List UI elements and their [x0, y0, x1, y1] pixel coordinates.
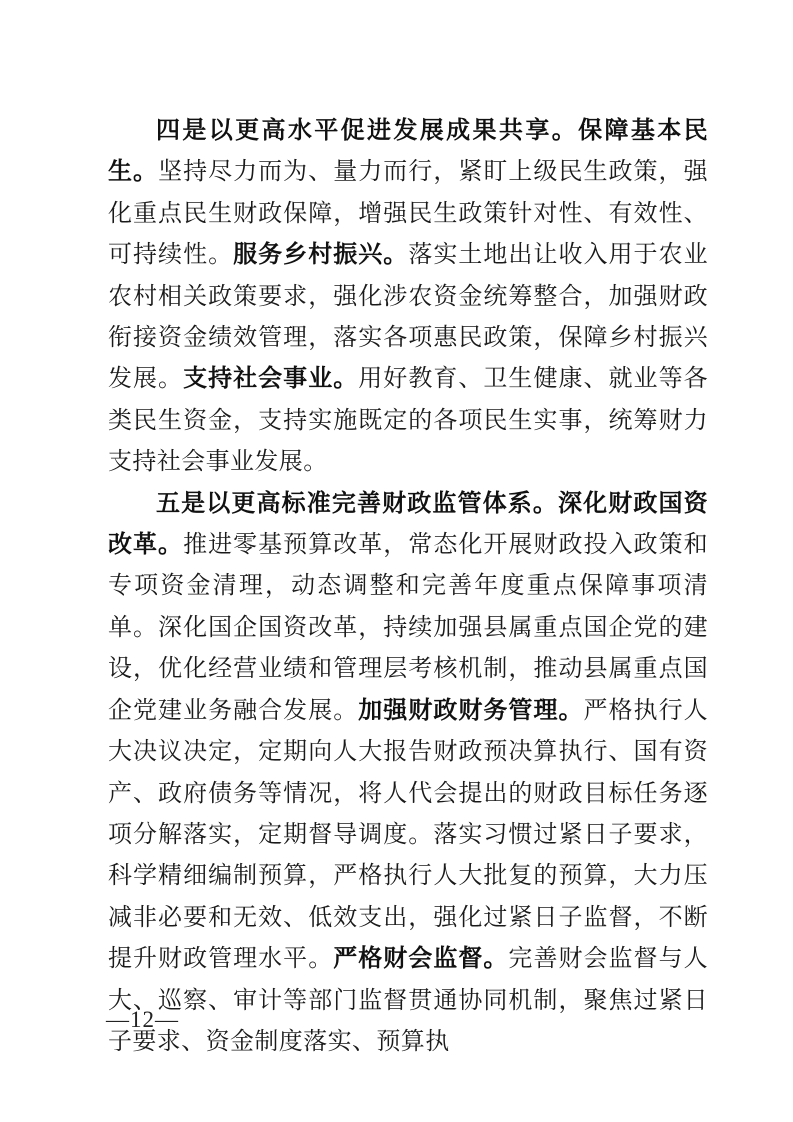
para4-lead-bold: 四是以更高水平促进发展成果共享。保障基本民生。 — [108, 118, 708, 186]
body-text — [108, 111, 708, 1063]
page-number: —12— — [106, 1007, 179, 1032]
para4-body-2: 落实土地出让收入用于农业农村相关政策要求，强化涉农资金统筹整合，加强财政衔接资金绩效管理，落实各项惠民政策，保障乡村振兴发展。 — [108, 242, 708, 393]
para4-subhead-social-programs: 支持社会事业。 — [183, 366, 359, 393]
para5-body-1: 推进零基预算改革，常态化开展财政投入政策和专项资金清理，动态调整和完善年度重点保障事项清单。深化国企国资改革，持续加强县属重点国企党的建设，优化经营业绩和管理层考核机制，推动县属重点国企党建业务融合发展。 — [108, 532, 708, 724]
para5-subhead-accounting-supervision: 严格财会监督。 — [333, 946, 509, 973]
para4-body-3: 用好教育、卫生健康、就业等各类民生资金，支持实施既定的各项民生实事，统筹财力支持社会事业发展。 — [108, 366, 708, 476]
para4-body-1: 坚持尽力而为、量力而行，紧盯上级民生政策，强化重点民生财政保障，增强民生政策针对性、有效性、可持续性。 — [108, 159, 708, 269]
para5-body-3: 完善财会监督与人大、巡察、审计等部门监督贯通协同机制，聚焦过紧日子要求、资金制度落实、预算执 — [108, 946, 708, 1055]
paragraph-section-5 — [108, 484, 708, 1064]
paragraph-section-4 — [108, 111, 708, 484]
para4-subhead-rural-revitalization: 服务乡村振兴。 — [233, 242, 409, 269]
para5-lead-bold: 五是以更高标准完善财政监管体系。深化财政国资改革。 — [108, 490, 708, 559]
para5-body-2: 严格执行人大决议决定，定期向人大报告财政预决算执行、国有资产、政府债务等情况，将人代会提出的财政目标任务逐项分解落实，定期督导调度。落实习惯过紧日子要求，科学精细编制预算，严格执行人大批复的预算，大力压减非必要和无效、低效支出，强化过紧日子监督，不断提升财政管理水平。 — [108, 697, 709, 973]
para5-subhead-fiscal-management: 加强财政财务管理。 — [358, 697, 584, 724]
